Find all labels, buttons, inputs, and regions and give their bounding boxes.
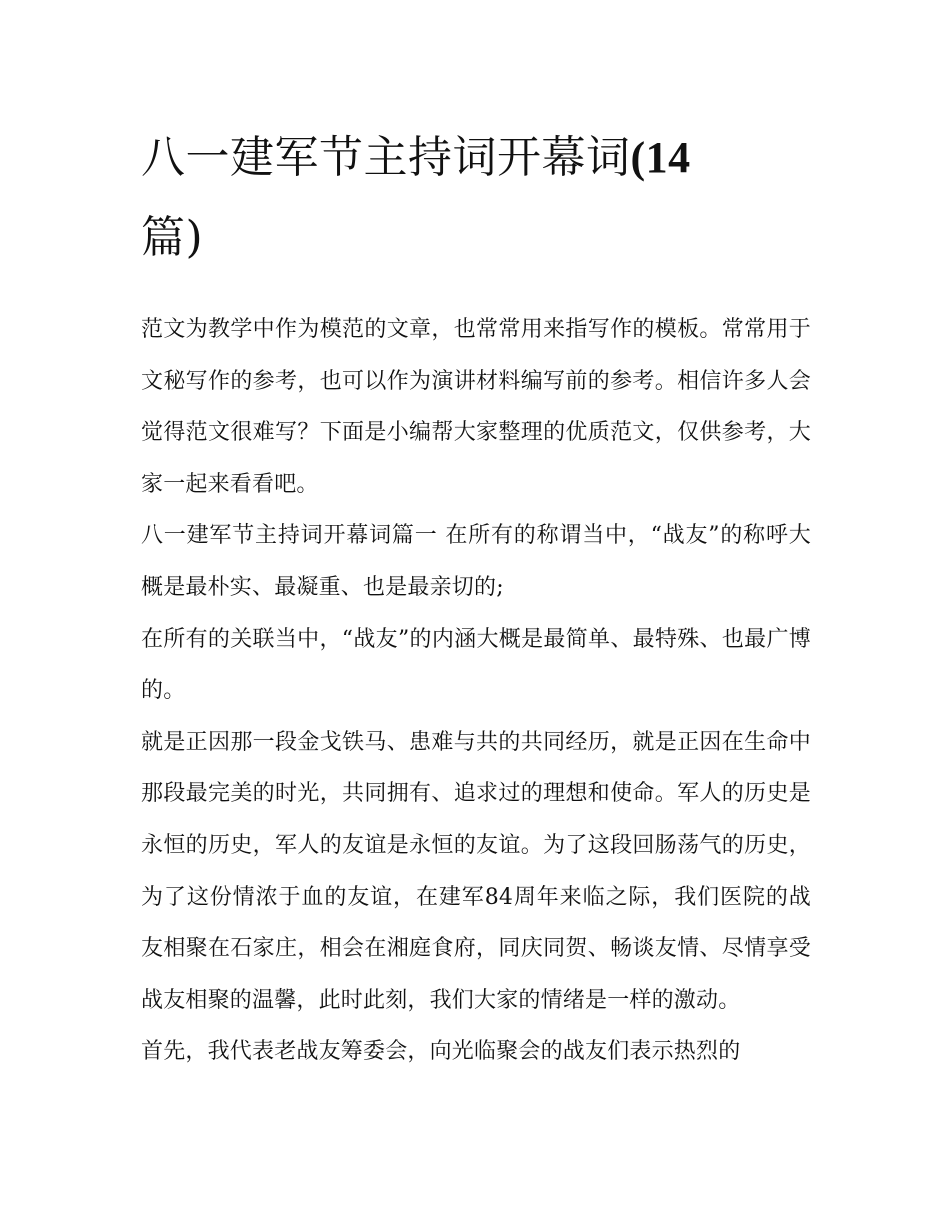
document-body — [141, 304, 811, 1078]
title-count: (14 — [630, 133, 691, 182]
document-title — [141, 118, 811, 278]
title-text: 八一建军节主持词开幕词 — [141, 132, 631, 183]
paragraph: 首先，我代表老战友筹委会，向光临聚会的战友们表示热烈的 — [141, 1039, 741, 1065]
paragraph: 就是正因那一段金戈铁马、患难与共的共同经历，就是正因在生命中那段最完美的时光，共同拥有、追求过的理想和使命。军人的历史是永恒的历史，军人的友谊是永恒的友谊。为了这段回肠荡气的历史，为了这份情浓于血的友谊，在建军84周年来临之际，我们医院的战友相聚在石家庄，相会在湘庭食府，同庆同贺、畅谈友情、尽情享受战友相聚的温馨，此时此刻，我们大家的情绪是一样的激动。 — [141, 729, 811, 1013]
title-text-line2: 篇) — [141, 212, 204, 263]
document-page — [141, 118, 811, 1078]
paragraph-intro: 范文为教学中作为模范的文章，也常常用来指写作的模板。常常用于文秘写作的参考，也可以作为演讲材料编写前的参考。相信许多人会觉得范文很难写？下面是小编帮大家整理的优质范文，仅供参考，大家一起来看看吧。 — [141, 317, 811, 497]
paragraph: 在所有的关联当中，“战友”的内涵大概是最简单、最特殊、也最广博的。 — [141, 626, 811, 704]
paragraph-section-one: 八一建军节主持词开幕词篇一 在所有的称谓当中，“战友”的称呼大概是最朴实、最凝重、也是最亲切的; — [141, 523, 811, 600]
